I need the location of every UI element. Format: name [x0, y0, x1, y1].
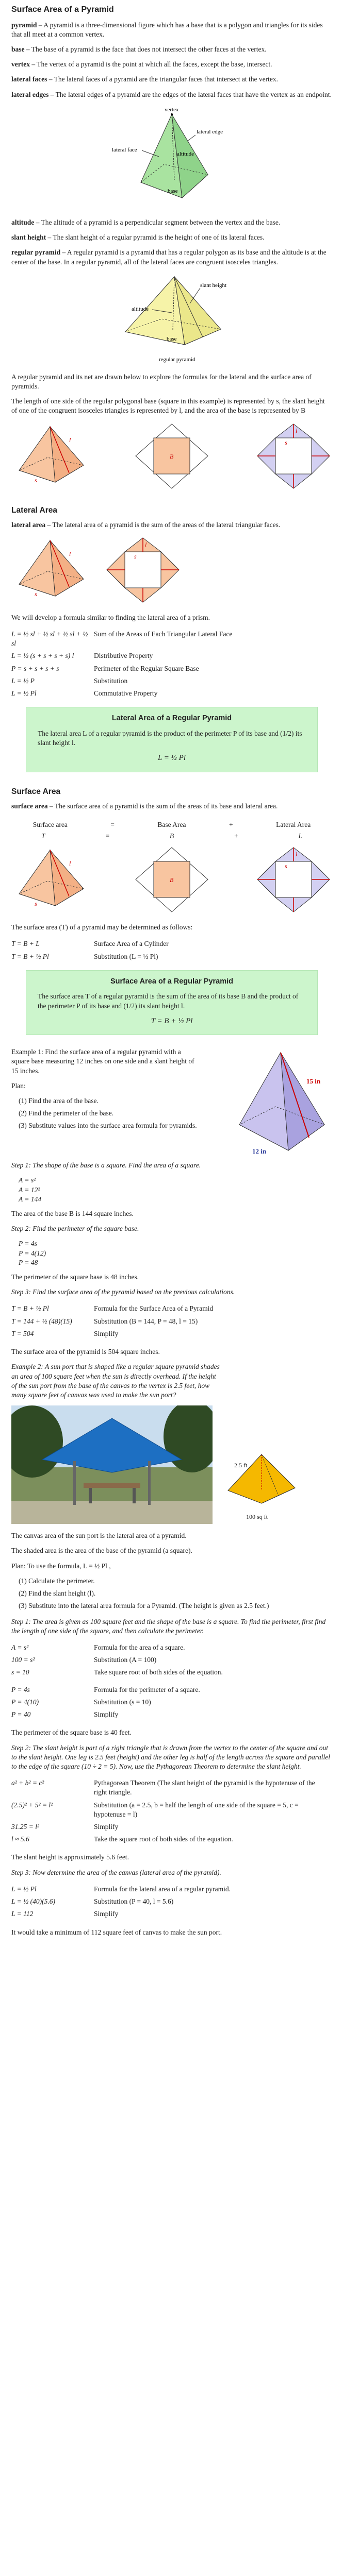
- net-base-square: [275, 438, 312, 474]
- example-2-step-1-work: A = s² Formula for the area of a square. 100 = s² Substitution (A = 100) s = 10 Take square root of both sides of the equation. P = 4s Formula for the perimeter of a square. P = 4(10) Substitution (s = 10) P = 40 Simplify: [11, 1643, 223, 1719]
- slant-height-label: slant height: [200, 282, 227, 289]
- example-1-pyramid: [214, 1047, 332, 1161]
- example-1-step-3: Step 3: Find the surface area of the pyramid based on the previous calculations.: [11, 1288, 235, 1296]
- surface-area-figures: [11, 845, 332, 914]
- pyramid-face-right: [50, 540, 84, 596]
- sun-port-diagram: [223, 1447, 300, 1524]
- example-1-step-2-result: The perimeter of the square base is 48 inches.: [11, 1273, 139, 1281]
- example-2-intro: Example 2: A sun port that is shaped like a regular square pyramid shades an area of 100 square feet when the sun is directly overhead. If the height of the sun port from the base of the canvas to the vertex is 2.5 feet, how many square feet of canvas was used to make the sun port?: [11, 1363, 220, 1399]
- altitude-label: altitude: [177, 150, 194, 157]
- derivation-row: T = B + ½ Pl Substitution (L = ½ Pl): [11, 952, 158, 960]
- surface-box-title: Surface Area of a Regular Pyramid: [110, 977, 233, 986]
- right-face: [281, 1053, 324, 1150]
- base-label: base: [168, 188, 178, 194]
- path: [11, 1501, 213, 1524]
- example-2-step-2-result: The slant height is approximately 5.6 feet.: [11, 1853, 129, 1861]
- surface-equation-words: Surface area = Base Area + Lateral Area: [32, 820, 311, 828]
- derivation-row: L = ½ Pl Commutative Property: [11, 689, 158, 698]
- altitude-label: altitude: [132, 306, 149, 312]
- definitions: [11, 21, 332, 99]
- example-1-step-2-work: P = 4s P = 4(12) P = 48: [19, 1240, 46, 1266]
- vertex-point: [171, 113, 173, 115]
- definitions-2: [11, 218, 332, 267]
- surface-pyramid-3d: [11, 845, 89, 914]
- surface-area-heading: Surface Area: [11, 787, 61, 796]
- example-2-step-3-work: L = ½ Pl Formula for the lateral area of a regular pyramid. L = ½ (40)(5.6) Substitution (P = 40, l = 5.6) L = 112 Simplify: [11, 1885, 231, 1918]
- def-altitude: altitude – The altitude of a pyramid is a perpendicular segment between the vertex and the base.: [11, 218, 281, 226]
- variables-paragraph: The length of one side of the regular polygonal base (square in this example) is represented by s, the slant height of one of the congruent isosceles triangles is represented by l, and the area of the base is represented by B: [11, 397, 325, 415]
- slant-height-label: 15 in: [306, 1077, 321, 1086]
- def-regular-pyramid: regular pyramid – A regular pyramid is a pyramid that has a regular polygon as its base and the altitude is at the center of the base. In a regular pyramid, all of the lateral faces are congruent isosceles triangles.: [11, 248, 327, 266]
- example-1-plan: Plan:: [11, 1081, 26, 1090]
- vertex-label: vertex: [165, 106, 179, 113]
- pyramid-face-right: [50, 850, 84, 906]
- def-slant-height: slant height – The slant height of a regular pyramid is the height of one of its lateral faces.: [11, 233, 265, 242]
- example-2-closing: It would take a minimum of 112 square feet of canvas to make the sun port.: [11, 1928, 222, 1936]
- base-area-label: 100 sq ft: [246, 1513, 268, 1521]
- pyramid-face-left: [19, 850, 55, 906]
- surface-box-text: The surface area T of a regular pyramid is the sum of the area of its base B and the product of the perimeter P of its base and (1/2) its slant height l.: [38, 992, 299, 1010]
- example-1-step-3-result: The surface area of the pyramid is 504 square inches.: [11, 1348, 160, 1356]
- pyramid-face-left: [19, 540, 55, 596]
- example-1: [11, 1047, 332, 1161]
- lateral-intro: We will develop a formula similar to finding the lateral area of a prism.: [11, 613, 210, 621]
- pyramid-face-right: [50, 427, 84, 482]
- lateral-net: [104, 535, 182, 605]
- lateral-derivation: [11, 628, 321, 700]
- surface-derivation: [11, 938, 321, 962]
- surface-area-formula-box: [26, 970, 318, 1035]
- base-label: base: [167, 335, 177, 342]
- derivation-row: L = ½ (s + s + s + s) l Distributive Property: [11, 652, 153, 660]
- example-1-step-1-work: A = s² A = 12² A = 144: [19, 1176, 42, 1203]
- lateral-area-figures: [11, 535, 332, 605]
- example-1-steps: (1) Find the area of the base. (2) Find the perimeter of the base. (3) Substitute values into the surface area formula for pyramids.: [19, 1096, 197, 1130]
- net-lateral-view: [255, 421, 332, 491]
- side-label: s: [35, 900, 37, 908]
- surface-equation-symbols: T = B + L: [41, 832, 302, 840]
- example-2-plan: Plan: To use the formula, L = ½ Pl ,: [11, 1562, 111, 1570]
- surface-intro: The surface area (T) of a pyramid may be determined as follows:: [11, 923, 193, 931]
- picnic-table: [84, 1483, 140, 1488]
- example-2-step-2-work: a² + b² = c² Pythagorean Theorem (The slant height of the pyramid is the hypotenuse of the right triangle. (2.5)² + 5² = l² Substitution (a = 2.5, b = half the length of one side of the square = 5, c = hypotenuse = l) 31.25 = l² Simplify l ≈ 5.6 Take the square root of both sides of the equation.: [11, 1779, 315, 1843]
- height-label: 2.5 ft: [234, 1462, 248, 1469]
- net-s-label: s: [285, 862, 287, 870]
- example-2-step-1: Step 1: The area is given as 100 square feet and the shape of the base is a square. To find the perimeter, first find the length of one side of the square, and then calculate the perimeter.: [11, 1617, 326, 1635]
- page: [11, 0, 332, 1943]
- derivation-row: L = ½ sl + ½ sl + ½ sl + ½ sl Sum of the Areas of Each Triangular Lateral Face: [11, 630, 233, 648]
- net-l-label: l: [296, 427, 298, 434]
- lateral-box-text: The lateral area L of a regular pyramid is the product of the perimeter P of its base and (1/2) its slant height l.: [38, 729, 302, 747]
- lateral-area-definition: lateral area – The lateral area of a pyramid is the sum of the areas of the lateral triangular faces.: [11, 520, 281, 529]
- surface-base-view: [133, 845, 210, 914]
- example-1-step-1-result: The area of the base B is 144 square inches.: [11, 1209, 134, 1217]
- pyramid-face-left: [19, 427, 55, 482]
- lateral-box-title: Lateral Area of a Regular Pyramid: [111, 714, 232, 723]
- example-2-note-1: The canvas area of the sun port is the lateral area of a pyramid.: [11, 1532, 187, 1540]
- net-base-view: [133, 421, 210, 491]
- net-l-label: l: [145, 540, 147, 548]
- side-label: s: [35, 476, 37, 484]
- figure-caption: regular pyramid: [159, 356, 196, 363]
- example-2-steps: (1) Calculate the perimeter. (2) Find the slant height (l). (3) Substitute into the lateral area formula for a Pyramid. (The height is given as 2.5 feet.): [19, 1577, 269, 1610]
- example-2-step-2: Step 2: The slant height is part of a right triangle that is drawn from the vertex to the center of the square and out to the slant height. One leg is 2.5 feet (height) and the other leg is half of the length across the square and parallel to the edge of the square (10 ÷ 2 = 5). Now, use the Pythagorean Theorem to determine the slant height.: [11, 1743, 331, 1770]
- lateral-pyramid-3d: [11, 535, 89, 605]
- slant-label: l: [69, 860, 71, 868]
- front-face: [239, 1053, 288, 1150]
- side-label: s: [35, 590, 37, 598]
- base-area-label: B: [170, 452, 174, 460]
- derivation-row: P = s + s + s + s Perimeter of the Regular Square Base: [11, 664, 199, 672]
- pole: [73, 1461, 76, 1505]
- example-1-text: [11, 1047, 197, 1161]
- sun-port-photo: [11, 1405, 213, 1524]
- net-base-square: [275, 861, 312, 897]
- base-side-label: 12 in: [252, 1147, 267, 1156]
- intro-paragraph: A regular pyramid and its net are drawn below to explore the formulas for the lateral and the surface area of pyramids.: [11, 372, 312, 390]
- pyramid-3d: [11, 421, 89, 491]
- pyramid-parts-diagram: [105, 105, 239, 211]
- example-2-step-1-result: The perimeter of the square base is 40 feet.: [11, 1728, 132, 1737]
- pole: [148, 1461, 151, 1505]
- def-base: base – The base of a pyramid is the face that does not intersect the other faces at the vertex.: [11, 45, 267, 54]
- slant-label: l: [69, 550, 71, 557]
- base-area-label: B: [170, 876, 174, 884]
- derivation-row: L = ½ P Substitution: [11, 676, 128, 685]
- lateral-area-heading: Lateral Area: [11, 505, 58, 515]
- example-2-step-3: Step 3: Now determine the area of the canvas (lateral area of the pyramid).: [11, 1868, 221, 1876]
- slant-label: l: [69, 436, 71, 444]
- net-base-square: [125, 552, 161, 588]
- lateral-edge-pointer: [187, 135, 196, 141]
- page-title: Surface Area of a Pyramid: [11, 5, 114, 14]
- net-s-label: s: [134, 552, 137, 560]
- surface-box-formula: T = B + ½ Pl: [151, 1016, 193, 1025]
- def-lateral-edges: lateral edges – The lateral edges of a pyramid are the edges of the lateral faces that have the vertex as an endpoint.: [11, 90, 332, 98]
- net-s-label: s: [285, 438, 287, 446]
- example-2-note-2: The shaded area is the area of the base of the pyramid (a square).: [11, 1547, 192, 1555]
- example-1-intro: Example 1: Find the surface area of a regular pyramid with a square base measuring 12 inches on one side and a slant height of 15 inches.: [11, 1048, 194, 1075]
- example-1-step-2: Step 2: Find the perimeter of the square base.: [11, 1225, 139, 1233]
- lateral-box-formula: L = ½ Pl: [157, 754, 186, 762]
- table-leg: [133, 1488, 136, 1503]
- def-lateral-faces: lateral faces – The lateral faces of a pyramid are the triangular faces that intersect at the vertex.: [11, 75, 278, 83]
- pyramid-net-row: [11, 421, 332, 491]
- regular-pyramid-diagram: [94, 273, 249, 365]
- lateral-area-formula-box: [26, 707, 318, 772]
- def-vertex: vertex – The vertex of a pyramid is the point at which all the faces, except the base, intersect.: [11, 60, 272, 69]
- lateral-face-label: lateral face: [112, 146, 137, 153]
- net-l-label: l: [296, 851, 298, 858]
- derivation-row: T = B + L Surface Area of a Cylinder: [11, 940, 169, 948]
- example-2-figures: [11, 1405, 332, 1524]
- def-pyramid: pyramid – A pyramid is a three-dimensional figure which has a base that is a polygon and triangles for its sides that all meet at a common vertex.: [11, 21, 323, 38]
- surface-lateral-net: [255, 845, 332, 914]
- example-1-step-3-work: T = B + ½ Pl Formula for the Surface Area of a Pyramid T = 144 + ½ (48)(15) Substitution (B = 144, P = 48, l = 15) T = 504 Simplify: [11, 1304, 214, 1337]
- table-leg: [89, 1488, 92, 1503]
- example-1-step-1: Step 1: The shape of the base is a square. Find the area of a square.: [11, 1161, 201, 1170]
- surface-area-definition: surface area – The surface area of a pyramid is the sum of the areas of its base and lateral area.: [11, 802, 278, 810]
- lateral-edge-label: lateral edge: [197, 128, 223, 135]
